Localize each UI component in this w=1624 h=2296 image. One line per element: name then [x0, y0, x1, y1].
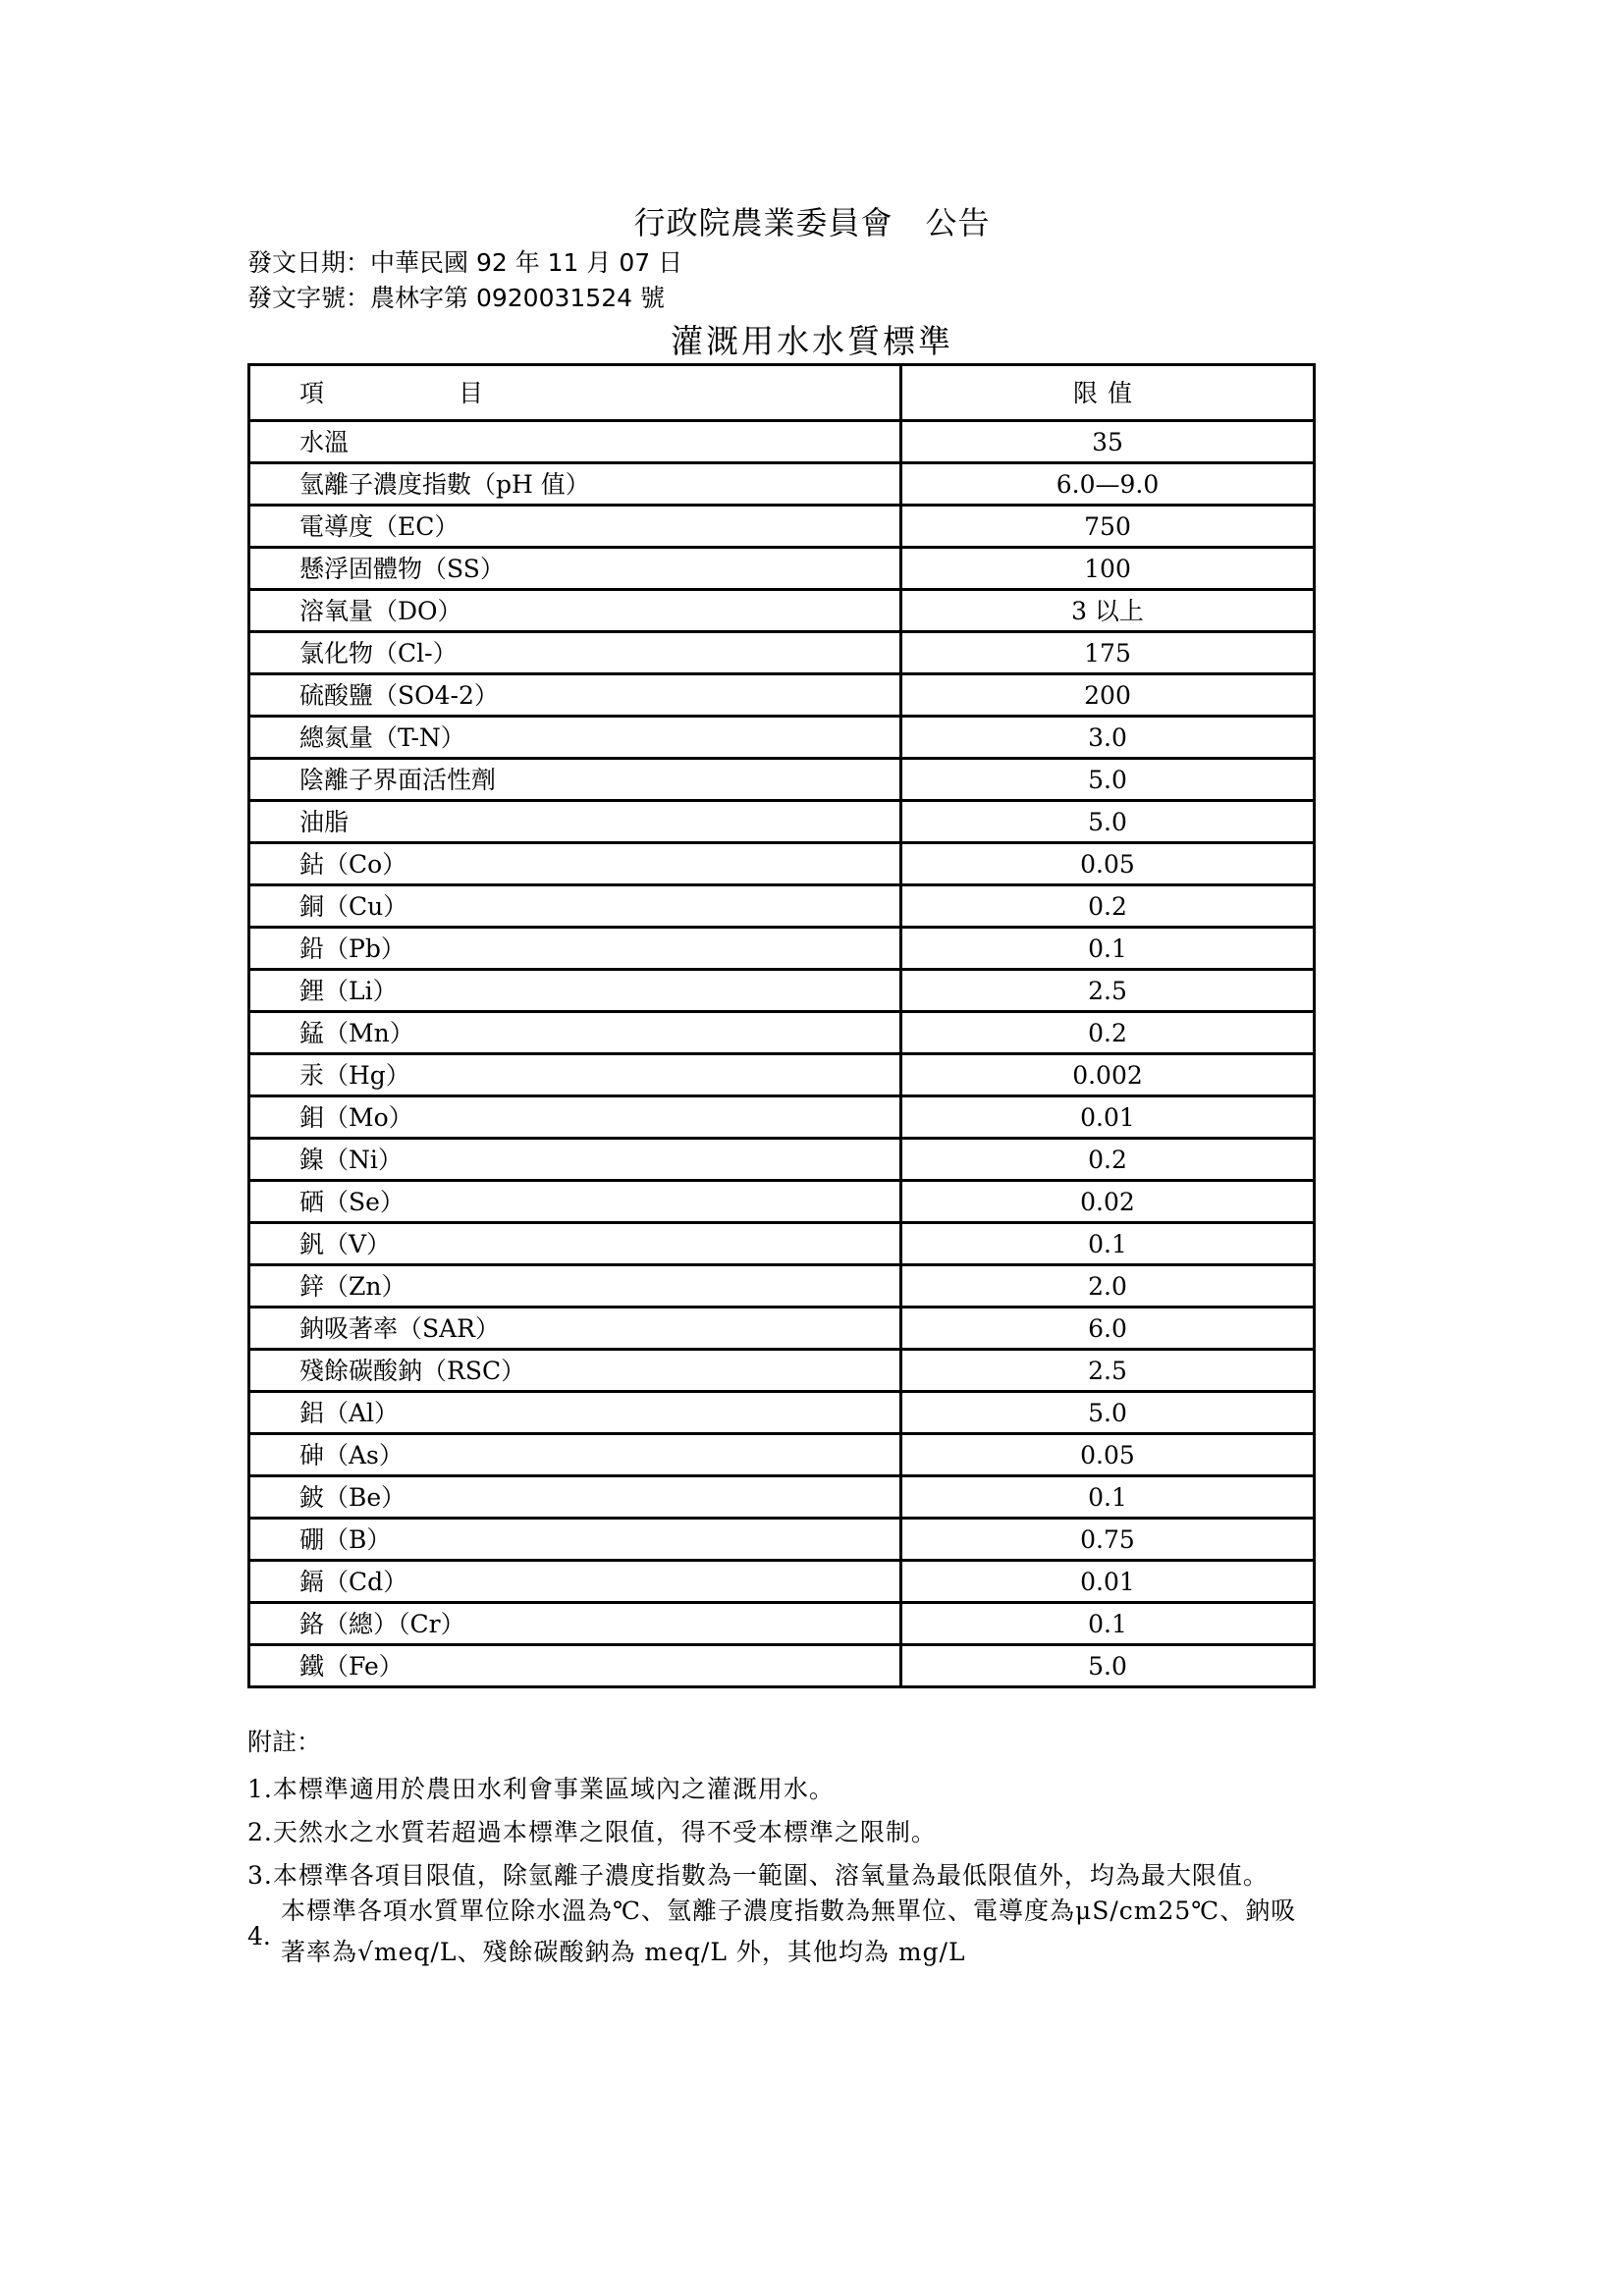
row-item: 鋅（Zn） — [249, 1265, 901, 1308]
note-4-number: 4. — [247, 1922, 271, 1950]
table-row — [249, 1476, 1315, 1519]
row-limit: 750 — [901, 506, 1315, 548]
row-item: 硫酸鹽（SO4-2） — [249, 674, 901, 717]
row-item: 釩（V） — [249, 1223, 901, 1265]
row-item: 油脂 — [249, 801, 901, 843]
row-limit: 200 — [901, 674, 1315, 717]
row-item: 鎘（Cd） — [249, 1561, 901, 1603]
row-limit: 5.0 — [901, 801, 1315, 843]
row-item: 鉬（Mo） — [249, 1096, 901, 1139]
row-item: 殘餘碳酸鈉（RSC） — [249, 1350, 901, 1392]
row-limit: 0.01 — [901, 1096, 1315, 1139]
header-item-b: 目 — [459, 378, 486, 407]
notes-heading: 附註： — [247, 1728, 322, 1756]
table-row — [249, 421, 1315, 463]
row-limit: 0.1 — [901, 928, 1315, 970]
row-item: 氯化物（Cl-） — [249, 632, 901, 674]
row-item: 硒（Se） — [249, 1181, 901, 1223]
row-item: 總氮量（T-N） — [249, 717, 901, 759]
table-row — [249, 1012, 1315, 1054]
row-limit: 0.2 — [901, 1139, 1315, 1181]
header-limit: 限值 — [901, 365, 1315, 421]
table-row — [249, 759, 1315, 801]
table-row — [249, 1392, 1315, 1434]
header-item — [249, 365, 901, 421]
table-row — [249, 1350, 1315, 1392]
row-item: 鉻（總）（Cr） — [249, 1603, 901, 1645]
row-item: 汞（Hg） — [249, 1054, 901, 1096]
row-limit: 2.5 — [901, 1350, 1315, 1392]
table-row — [249, 1645, 1315, 1687]
row-limit: 0.02 — [901, 1181, 1315, 1223]
note-4-line-1: 本標準各項水質單位除水溫為℃、氫離子濃度指數為無單位、電導度為μS/cm25℃、鈉吸 — [281, 1896, 1297, 1925]
row-limit: 100 — [901, 548, 1315, 590]
table-row — [249, 463, 1315, 506]
row-limit: 0.05 — [901, 1434, 1315, 1476]
table-row — [249, 674, 1315, 717]
document-number: 發文字號：農林字第 0920031524 號 — [247, 284, 665, 312]
row-limit: 175 — [901, 632, 1315, 674]
table-row — [249, 1561, 1315, 1603]
table-row — [249, 1181, 1315, 1223]
row-limit: 2.5 — [901, 970, 1315, 1012]
announcement-title: 行政院農業委員會 公告 — [633, 204, 991, 241]
table-row — [249, 1603, 1315, 1645]
table-row — [249, 801, 1315, 843]
row-item: 銅（Cu） — [249, 885, 901, 928]
row-item: 懸浮固體物（SS） — [249, 548, 901, 590]
note-2: 2.天然水之水質若超過本標準之限值，得不受本標準之限制。 — [247, 1818, 937, 1846]
table-row — [249, 885, 1315, 928]
row-limit: 0.2 — [901, 885, 1315, 928]
table-row — [249, 1434, 1315, 1476]
table-row — [249, 717, 1315, 759]
table-row — [249, 970, 1315, 1012]
row-limit: 0.1 — [901, 1476, 1315, 1519]
row-limit: 0.05 — [901, 843, 1315, 885]
row-item: 陰離子界面活性劑 — [249, 759, 901, 801]
row-limit: 0.01 — [901, 1561, 1315, 1603]
row-limit: 2.0 — [901, 1265, 1315, 1308]
row-limit: 0.1 — [901, 1603, 1315, 1645]
table-header-row — [249, 365, 1315, 421]
row-item: 鐵（Fe） — [249, 1645, 901, 1687]
row-item: 鈷（Co） — [249, 843, 901, 885]
table-row — [249, 1054, 1315, 1096]
row-item: 砷（As） — [249, 1434, 901, 1476]
row-item: 鎳（Ni） — [249, 1139, 901, 1181]
note-4-line-2: 著率為√meq/L、殘餘碳酸鈉為 meq/L 外，其他均為 mg/L — [281, 1938, 966, 1966]
row-limit: 3 以上 — [901, 590, 1315, 632]
table-row — [249, 548, 1315, 590]
row-limit: 0.75 — [901, 1519, 1315, 1561]
table-row — [249, 1223, 1315, 1265]
row-item: 鋰（Li） — [249, 970, 901, 1012]
row-limit: 0.2 — [901, 1012, 1315, 1054]
row-limit: 6.0 — [901, 1308, 1315, 1350]
row-item: 水溫 — [249, 421, 901, 463]
row-limit: 0.002 — [901, 1054, 1315, 1096]
issue-date: 發文日期：中華民國 92 年 11 月 07 日 — [247, 248, 683, 277]
table-row — [249, 1519, 1315, 1561]
row-limit: 5.0 — [901, 1645, 1315, 1687]
table-row — [249, 590, 1315, 632]
row-limit: 0.1 — [901, 1223, 1315, 1265]
row-item: 鈉吸著率（SAR） — [249, 1308, 901, 1350]
row-item: 錳（Mn） — [249, 1012, 901, 1054]
row-limit: 35 — [901, 421, 1315, 463]
row-item: 鈹（Be） — [249, 1476, 901, 1519]
water-quality-table — [247, 363, 1316, 1688]
note-1: 1.本標準適用於農田水利會事業區域內之灌溉用水。 — [247, 1775, 835, 1803]
table-row — [249, 1308, 1315, 1350]
header-item-a: 項 — [299, 378, 327, 407]
row-item: 鉛（Pb） — [249, 928, 901, 970]
table-row — [249, 506, 1315, 548]
row-limit: 5.0 — [901, 759, 1315, 801]
row-item: 鋁（Al） — [249, 1392, 901, 1434]
table-row — [249, 928, 1315, 970]
row-limit: 5.0 — [901, 1392, 1315, 1434]
row-limit: 3.0 — [901, 717, 1315, 759]
table-row — [249, 1096, 1315, 1139]
standard-title: 灌溉用水水質標準 — [671, 322, 953, 360]
table-row — [249, 1139, 1315, 1181]
table-row — [249, 632, 1315, 674]
row-item: 溶氧量（DO） — [249, 590, 901, 632]
table-row — [249, 843, 1315, 885]
table-row — [249, 1265, 1315, 1308]
row-item: 氫離子濃度指數（pH 值） — [249, 463, 901, 506]
row-limit: 6.0—9.0 — [901, 463, 1315, 506]
row-item: 硼（B） — [249, 1519, 901, 1561]
note-3: 3.本標準各項目限值，除氫離子濃度指數為一範圍、溶氧量為最低限值外，均為最大限值。 — [247, 1861, 1269, 1890]
row-item: 電導度（EC） — [249, 506, 901, 548]
